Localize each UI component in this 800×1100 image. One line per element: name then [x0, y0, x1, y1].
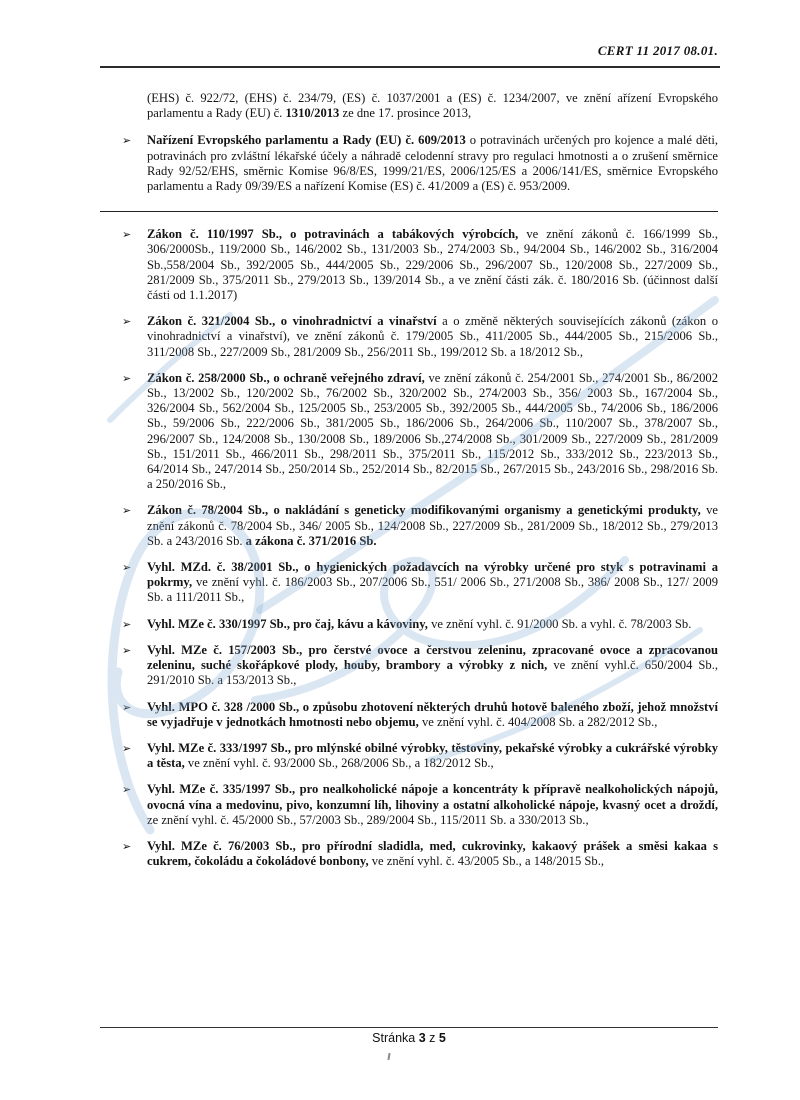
regulation-text: Vyhl. MZe č. 157/2003 Sb., pro čerstvé ovoce a čerstvou zeleninu, zpracované ovoce a zpracovanou zeleninu, suché skořápkové plody, houby, brambory a výrobky z nich, ve znění vyhl.č. 650/2004 Sb., 291/2010 Sb. a 153/2013 Sb.,	[147, 642, 718, 688]
regulation-text: Zákon č. 258/2000 Sb., o ochraně veřejného zdraví, ve znění zákonů č. 254/2001 Sb., 274/2001 Sb., 86/2002 Sb., 13/2002 Sb., 120/2002 Sb., 76/2002 Sb., 320/2002 Sb., 274/2003 Sb., 356/ 2003 Sb., 167/2004 Sb., 326/2004 Sb., 562/2004 Sb., 125/2005 Sb., 253/2005 Sb., 392/2005 Sb., 444/2005 Sb., 74/2006 Sb., 186/2006 Sb., 59/2006 Sb., 222/2006 Sb., 381/2005 Sb., 186/2006 Sb., 264/2006 Sb., 110/2007 Sb., 378/2007 Sb., 296/2007 Sb., 124/2008 Sb., 130/2008 Sb., 189/2006 Sb.,274/2008 Sb., 301/2009 Sb., 227/2009 Sb., 281/2009 Sb., 151/2011 Sb., 466/2011 Sb., 298/2011 Sb., 375/2011 Sb., 115/2012 Sb., 333/2012 Sb., 223/2013 Sb., 64/2014 Sb., 247/2014 Sb., 250/2014 Sb., 252/2014 Sb., 82/2015 Sb., 267/2015 Sb., 243/2016 Sb., 298/2016 Sb. a 250/2016 Sb.,	[147, 370, 718, 492]
regulation-text: Vyhl. MZe č. 330/1997 Sb., pro čaj, kávu a kávoviny, ve znění vyhl. č. 91/2000 Sb. a vyhl. č. 78/2003 Sb.	[147, 616, 692, 631]
regulation-text: Vyhl. MZe č. 76/2003 Sb., pro přírodní sladidla, med, cukrovinky, kakaový prášek a směsi kakaa s cukrem, čokoládu a čokoládové bonbony, ve znění vyhl. č. 43/2005 Sb., a 148/2015 Sb.,	[147, 838, 718, 869]
bullet-arrow-icon: ➢	[122, 315, 132, 329]
regulation-item	[122, 560, 718, 606]
regulation-text: Nařízení Evropského parlamentu a Rady (EU) č. 609/2013 o potravinách určených pro kojence a malé děti, potravinách pro zvláštní lékařské účely a náhradě celodenní stravy pro regulaci hmotnosti a o zrušení směrnice Rady 92/52/EHS, směrnic Komise 96/8/ES, 1999/21/ES, 2006/125/ES a 2006/141/ES, směrnice Evropského parlamentu a Rady 09/39/ES a nařízení Komise (ES) č. 41/2009 a (ES) č. 953/2009.	[147, 133, 718, 194]
regulation-item	[122, 617, 718, 632]
bullet-arrow-icon: ➢	[122, 839, 132, 853]
bullet-arrow-icon: ➢	[122, 741, 132, 755]
bullet-arrow-icon: ➢	[122, 561, 132, 575]
page-number-label	[100, 1031, 718, 1045]
regulation-item	[122, 503, 718, 549]
regulation-text: Zákon č. 78/2004 Sb., o nakládání s geneticky modifikovanými organismy a genetickými produkty, ve znění zákonů č. 78/2004 Sb., 346/ 2005 Sb., 124/2008 Sb., 227/2009 Sb., 281/2009 Sb., 18/2012 Sb., 279/2013 Sb. a 243/2016 Sb. a zákona č. 371/2016 Sb.	[147, 503, 718, 548]
eu-regulation-list	[122, 133, 718, 194]
footer-separator: z	[429, 1031, 436, 1045]
intro-text-post: ze dne 17. prosince 2013,	[339, 106, 472, 121]
bullet-arrow-icon: ➢	[122, 134, 132, 148]
bullet-arrow-icon: ➢	[122, 700, 132, 714]
regulation-item	[122, 227, 718, 303]
footer-total-pages: 5	[438, 1031, 446, 1045]
national-regulation-list	[122, 227, 718, 869]
document-body	[122, 91, 718, 880]
footer-page-number: 3	[418, 1031, 426, 1045]
regulation-text: Zákon č. 110/1997 Sb., o potravinách a tabákových výrobcích, ve znění zákonů č. 166/1999 Sb., 306/2000Sb., 119/2000 Sb., 146/2002 Sb., 131/2003 Sb., 274/2003 Sb., 94/2004 Sb., 146/2002 Sb., 316/2004 Sb.,558/2004 Sb., 392/2005 Sb., 444/2005 Sb., 229/2006 Sb., 296/2007 Sb., 120/2008 Sb., 227/2009 Sb., 281/2009 Sb., 375/2011 Sb., 279/2013 Sb., 139/2014 Sb., a ve znění části zák. č. 180/2016 Sb. (účinnost další části od 1.1.2017)	[147, 227, 718, 303]
bullet-arrow-icon: ➢	[122, 371, 132, 385]
regulation-item	[122, 643, 718, 689]
regulation-item	[122, 314, 718, 360]
regulation-text: Zákon č. 321/2004 Sb., o vinohradnictví a vinařství a o změně některých souvisejících zákonů (zákon o vinohradnictví a vinařství), ve znění zákonů č. 179/2005 Sb., 411/2005 Sb., 444/2005 Sb., 215/2006 Sb., 311/2008 Sb., 227/2009 Sb., 281/2009 Sb., 256/2011 Sb., 199/2012 Sb. a 18/2012 Sb.,	[147, 314, 718, 359]
regulation-text: Vyhl. MZd. č. 38/2001 Sb., o hygienických požadavcích na výrobky určené pro styk s potravinami a pokrmy, ve znění vyhl. č. 186/2003 Sb., 207/2006 Sb., 551/ 2006 Sb., 271/2008 Sb., 386/ 2008 Sb., 127/ 2009 Sb. a 111/2011 Sb.,	[147, 560, 718, 605]
regulation-item	[122, 133, 718, 194]
regulation-item	[122, 700, 718, 730]
bullet-arrow-icon: ➢	[122, 643, 132, 657]
header-rule	[100, 66, 720, 68]
regulation-item	[122, 371, 718, 493]
section-divider	[100, 211, 718, 212]
regulation-item	[122, 839, 718, 869]
regulation-text: Vyhl. MZe č. 333/1997 Sb., pro mlýnské obilné výrobky, těstoviny, pekařské výrobky a cukrářské výrobky a těsta, ve znění vyhl. č. 93/2000 Sb., 268/2006 Sb., a 182/2012 Sb.,	[147, 740, 718, 771]
bullet-arrow-icon: ➢	[122, 617, 132, 631]
intro-regulation-ref: 1310/2013	[285, 106, 340, 121]
bullet-arrow-icon: ➢	[122, 504, 132, 518]
bullet-arrow-icon: ➢	[122, 783, 132, 797]
regulation-item	[122, 782, 718, 828]
intro-text-pre: (EHS) č. 922/72, (EHS) č. 234/79, (ES) č. 1037/2001 a (ES) č. 1234/2007, ve znění ařízení Evropského parlamentu a Rady (EU) č.	[147, 91, 718, 121]
scan-artifact	[387, 1053, 390, 1060]
regulation-text: Vyhl. MZe č. 335/1997 Sb., pro nealkoholické nápoje a koncentráty k přípravě nealkoholických nápojů, ovocná vína a medovinu, pivo, konzumní líh, lihoviny a ostatní alkoholické nápoje, kvasný ocet a droždí, ze znění vyhl. č. 45/2000 Sb., 57/2003 Sb., 289/2004 Sb., 115/2011 Sb. a 330/2013 Sb.,	[147, 782, 718, 827]
document-code: CERT 11 2017 08.01.	[597, 43, 718, 58]
regulation-text: Vyhl. MPO č. 328 /2000 Sb., o způsobu zhotovení některých druhů hotově baleného zboží, jehož množství se vyjadřuje v jednotkách hmotnosti nebo objemu, ve znění vyhl. č. 404/2008 Sb. a 282/2012 Sb.,	[147, 699, 718, 729]
bullet-arrow-icon: ➢	[122, 228, 132, 242]
intro-paragraph	[147, 91, 718, 121]
regulation-item	[122, 741, 718, 771]
footer-prefix: Stránka	[372, 1031, 416, 1045]
footer-rule	[100, 1027, 718, 1028]
